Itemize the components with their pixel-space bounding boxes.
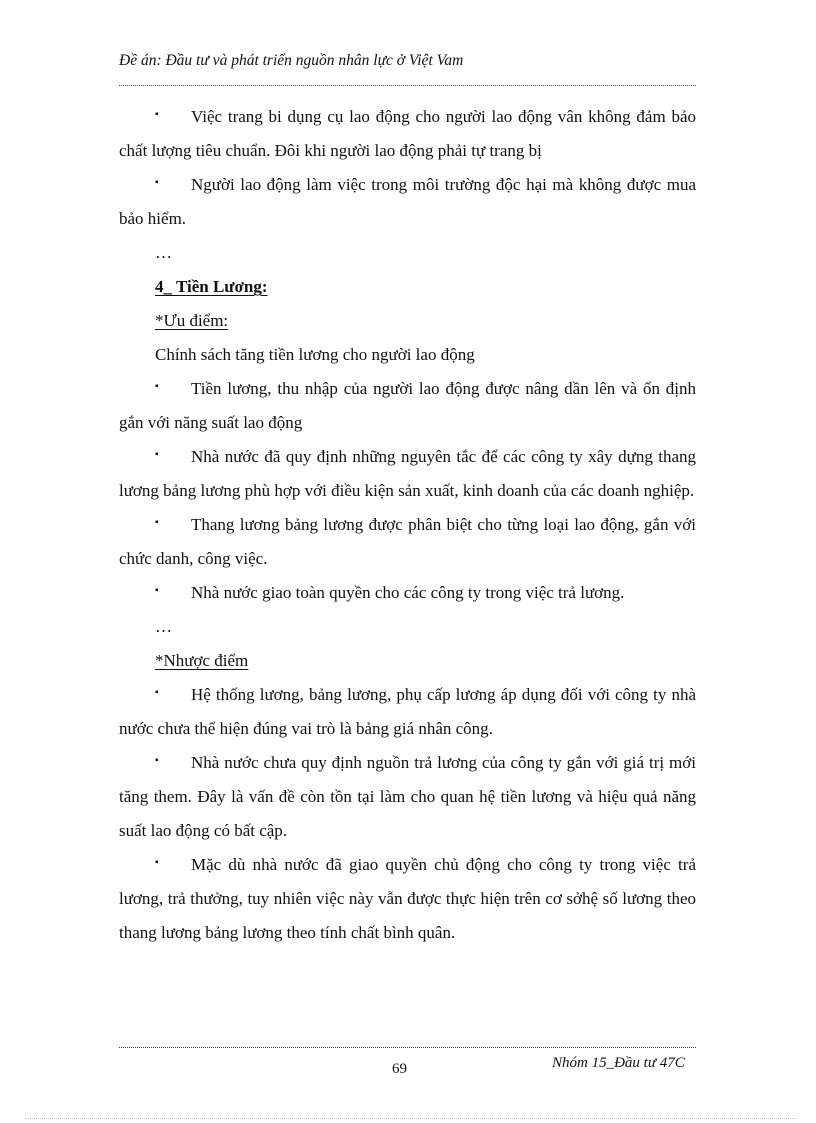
bullet-icon: ▪	[155, 517, 159, 528]
bullet-icon: ▪	[155, 381, 159, 392]
bullet-item	[119, 168, 696, 236]
bullet-text: Người lao động làm việc trong môi trường độc hại mà không được mua bảo hiểm.	[119, 175, 696, 228]
bullet-item	[119, 848, 696, 950]
bullet-text: Thang lương bảng lương được phân biệt cho từng loại lao động, gắn với chức danh, công việc.	[119, 515, 696, 568]
bullet-item	[119, 576, 696, 610]
bullet-text: Nhà nước giao toàn quyền cho các công ty trong việc trả lương.	[191, 583, 625, 602]
bullet-icon: ▪	[155, 687, 159, 698]
bullet-icon: ▪	[155, 109, 159, 120]
ellipsis: …	[155, 617, 172, 636]
section-heading-wrapper	[119, 270, 696, 304]
footer-divider	[119, 1047, 696, 1048]
bullet-item	[119, 440, 696, 508]
bullet-text: Việc trang bi dụng cụ lao động cho người lao động vân không đảm bảo chất lượng tiêu chuẩn. Đôi khi người lao động phải tự trang bị	[119, 107, 696, 160]
ellipsis: …	[155, 243, 172, 262]
advantages-intro: Chính sách tăng tiền lương cho người lao động	[155, 345, 475, 364]
bullet-icon: ▪	[155, 449, 159, 460]
page-edge-divider	[25, 1118, 795, 1119]
disadvantages-heading-wrapper	[119, 644, 696, 678]
bullet-text: Tiền lương, thu nhập của người lao động được nâng dần lên và ổn định gắn với năng suất lao động	[119, 379, 696, 432]
bullet-icon: ▪	[155, 177, 159, 188]
advantages-heading-wrapper	[119, 304, 696, 338]
bullet-icon: ▪	[155, 857, 159, 868]
page-number: 69	[392, 1061, 407, 1077]
bullet-icon: ▪	[155, 755, 159, 766]
header-divider	[119, 85, 696, 86]
document-body	[119, 100, 696, 950]
bullet-item	[119, 678, 696, 746]
header-title: Đề án: Đầu tư và phát triển nguồn nhân lực ở Việt Vam	[119, 52, 464, 69]
bullet-text: Hệ thống lương, bảng lương, phụ cấp lương áp dụng đối với công ty nhà nước chưa thể hiện đúng vai trò là bảng giá nhân công.	[119, 685, 696, 738]
disadvantages-heading: *Nhược điểm	[155, 651, 249, 670]
bullet-text: Nhà nước chưa quy định nguồn trả lương của công ty gắn với giá trị mới tăng them. Đây là vấn đề còn tồn tại làm cho quan hệ tiền lương và hiệu quả năng suất lao động có bất cập.	[119, 753, 696, 840]
bullet-item	[119, 372, 696, 440]
bullet-text: Nhà nước đã quy định những nguyên tắc để các công ty xây dựng thang lương bảng lương phù hợp với điều kiện sản xuất, kinh doanh của các doanh nghiệp.	[119, 447, 696, 500]
bullet-item	[119, 100, 696, 168]
bullet-item	[119, 508, 696, 576]
advantages-heading: *Ưu điểm:	[155, 311, 229, 330]
bullet-text: Mặc dù nhà nước đã giao quyền chủ động cho công ty trong việc trả lương, trả thưởng, tuy nhiên việc này vẫn được thực hiện trên cơ sởhệ số lương theo thang lương bảng lương theo tính chất bình quân.	[119, 855, 696, 942]
bullet-item	[119, 746, 696, 848]
footer-group-label: Nhóm 15_Đầu tư 47C	[552, 1055, 685, 1071]
section-heading: 4_ Tiền Lương:	[155, 277, 268, 296]
bullet-icon: ▪	[155, 585, 159, 596]
